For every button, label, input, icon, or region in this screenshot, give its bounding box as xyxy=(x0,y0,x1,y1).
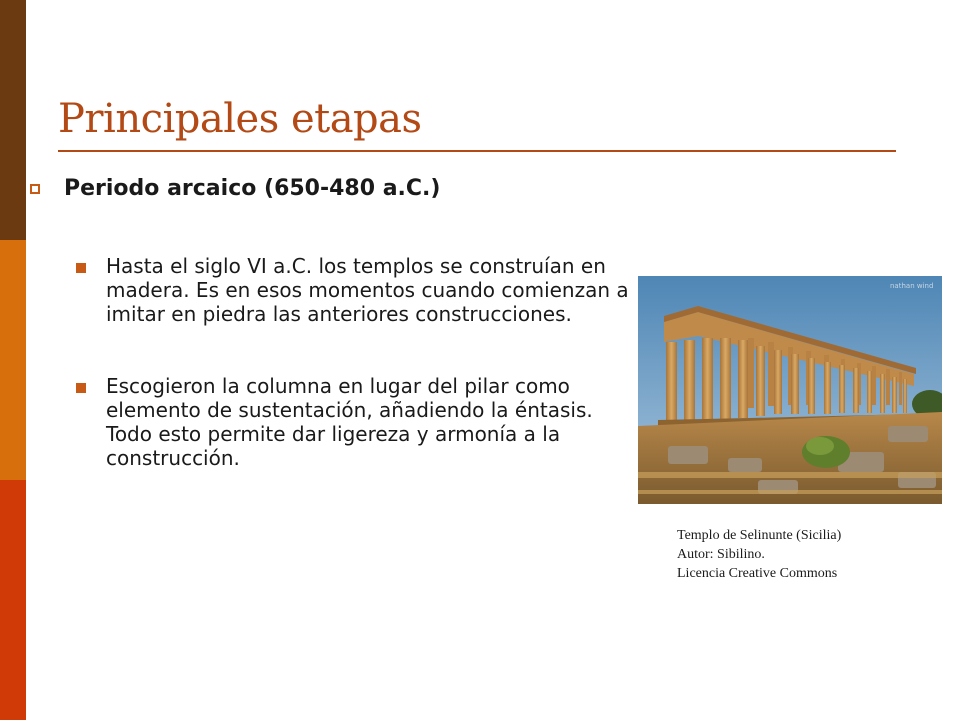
square-bullet-icon xyxy=(30,184,40,194)
temple-photo xyxy=(638,276,942,504)
square-bullet-icon xyxy=(76,383,86,393)
svg-text:nathan wind: nathan wind xyxy=(890,282,934,290)
caption-title: Templo de Selinunte (Sicilia) xyxy=(677,528,842,543)
section-heading-item xyxy=(30,176,440,201)
bullet-text: Escogieron la columna en lugar del pilar como elemento de sustentación, añadiendo la éntasis. Todo esto permite dar ligereza y armonía a la construcción. xyxy=(106,374,593,470)
image-caption xyxy=(677,526,841,583)
section-heading: Periodo arcaico (650-480 a.C.) xyxy=(64,176,441,201)
side-bar-bottom xyxy=(0,480,26,720)
bullet-item xyxy=(76,254,636,350)
caption-license: Licencia Creative Commons xyxy=(677,566,838,581)
square-bullet-icon xyxy=(76,263,86,273)
slide-title: Principales etapas xyxy=(58,96,422,142)
bullet-item xyxy=(76,374,636,484)
caption-author: Autor: Sibilino. xyxy=(677,547,765,562)
side-bar-top xyxy=(0,0,26,240)
bullet-text: Hasta el siglo VI a.C. los templos se construían en madera. Es en esos momentos cuando comienzan a imitar en piedra las anteriores construcciones. xyxy=(106,254,629,326)
side-bar-middle xyxy=(0,240,26,480)
title-underline xyxy=(58,150,896,152)
